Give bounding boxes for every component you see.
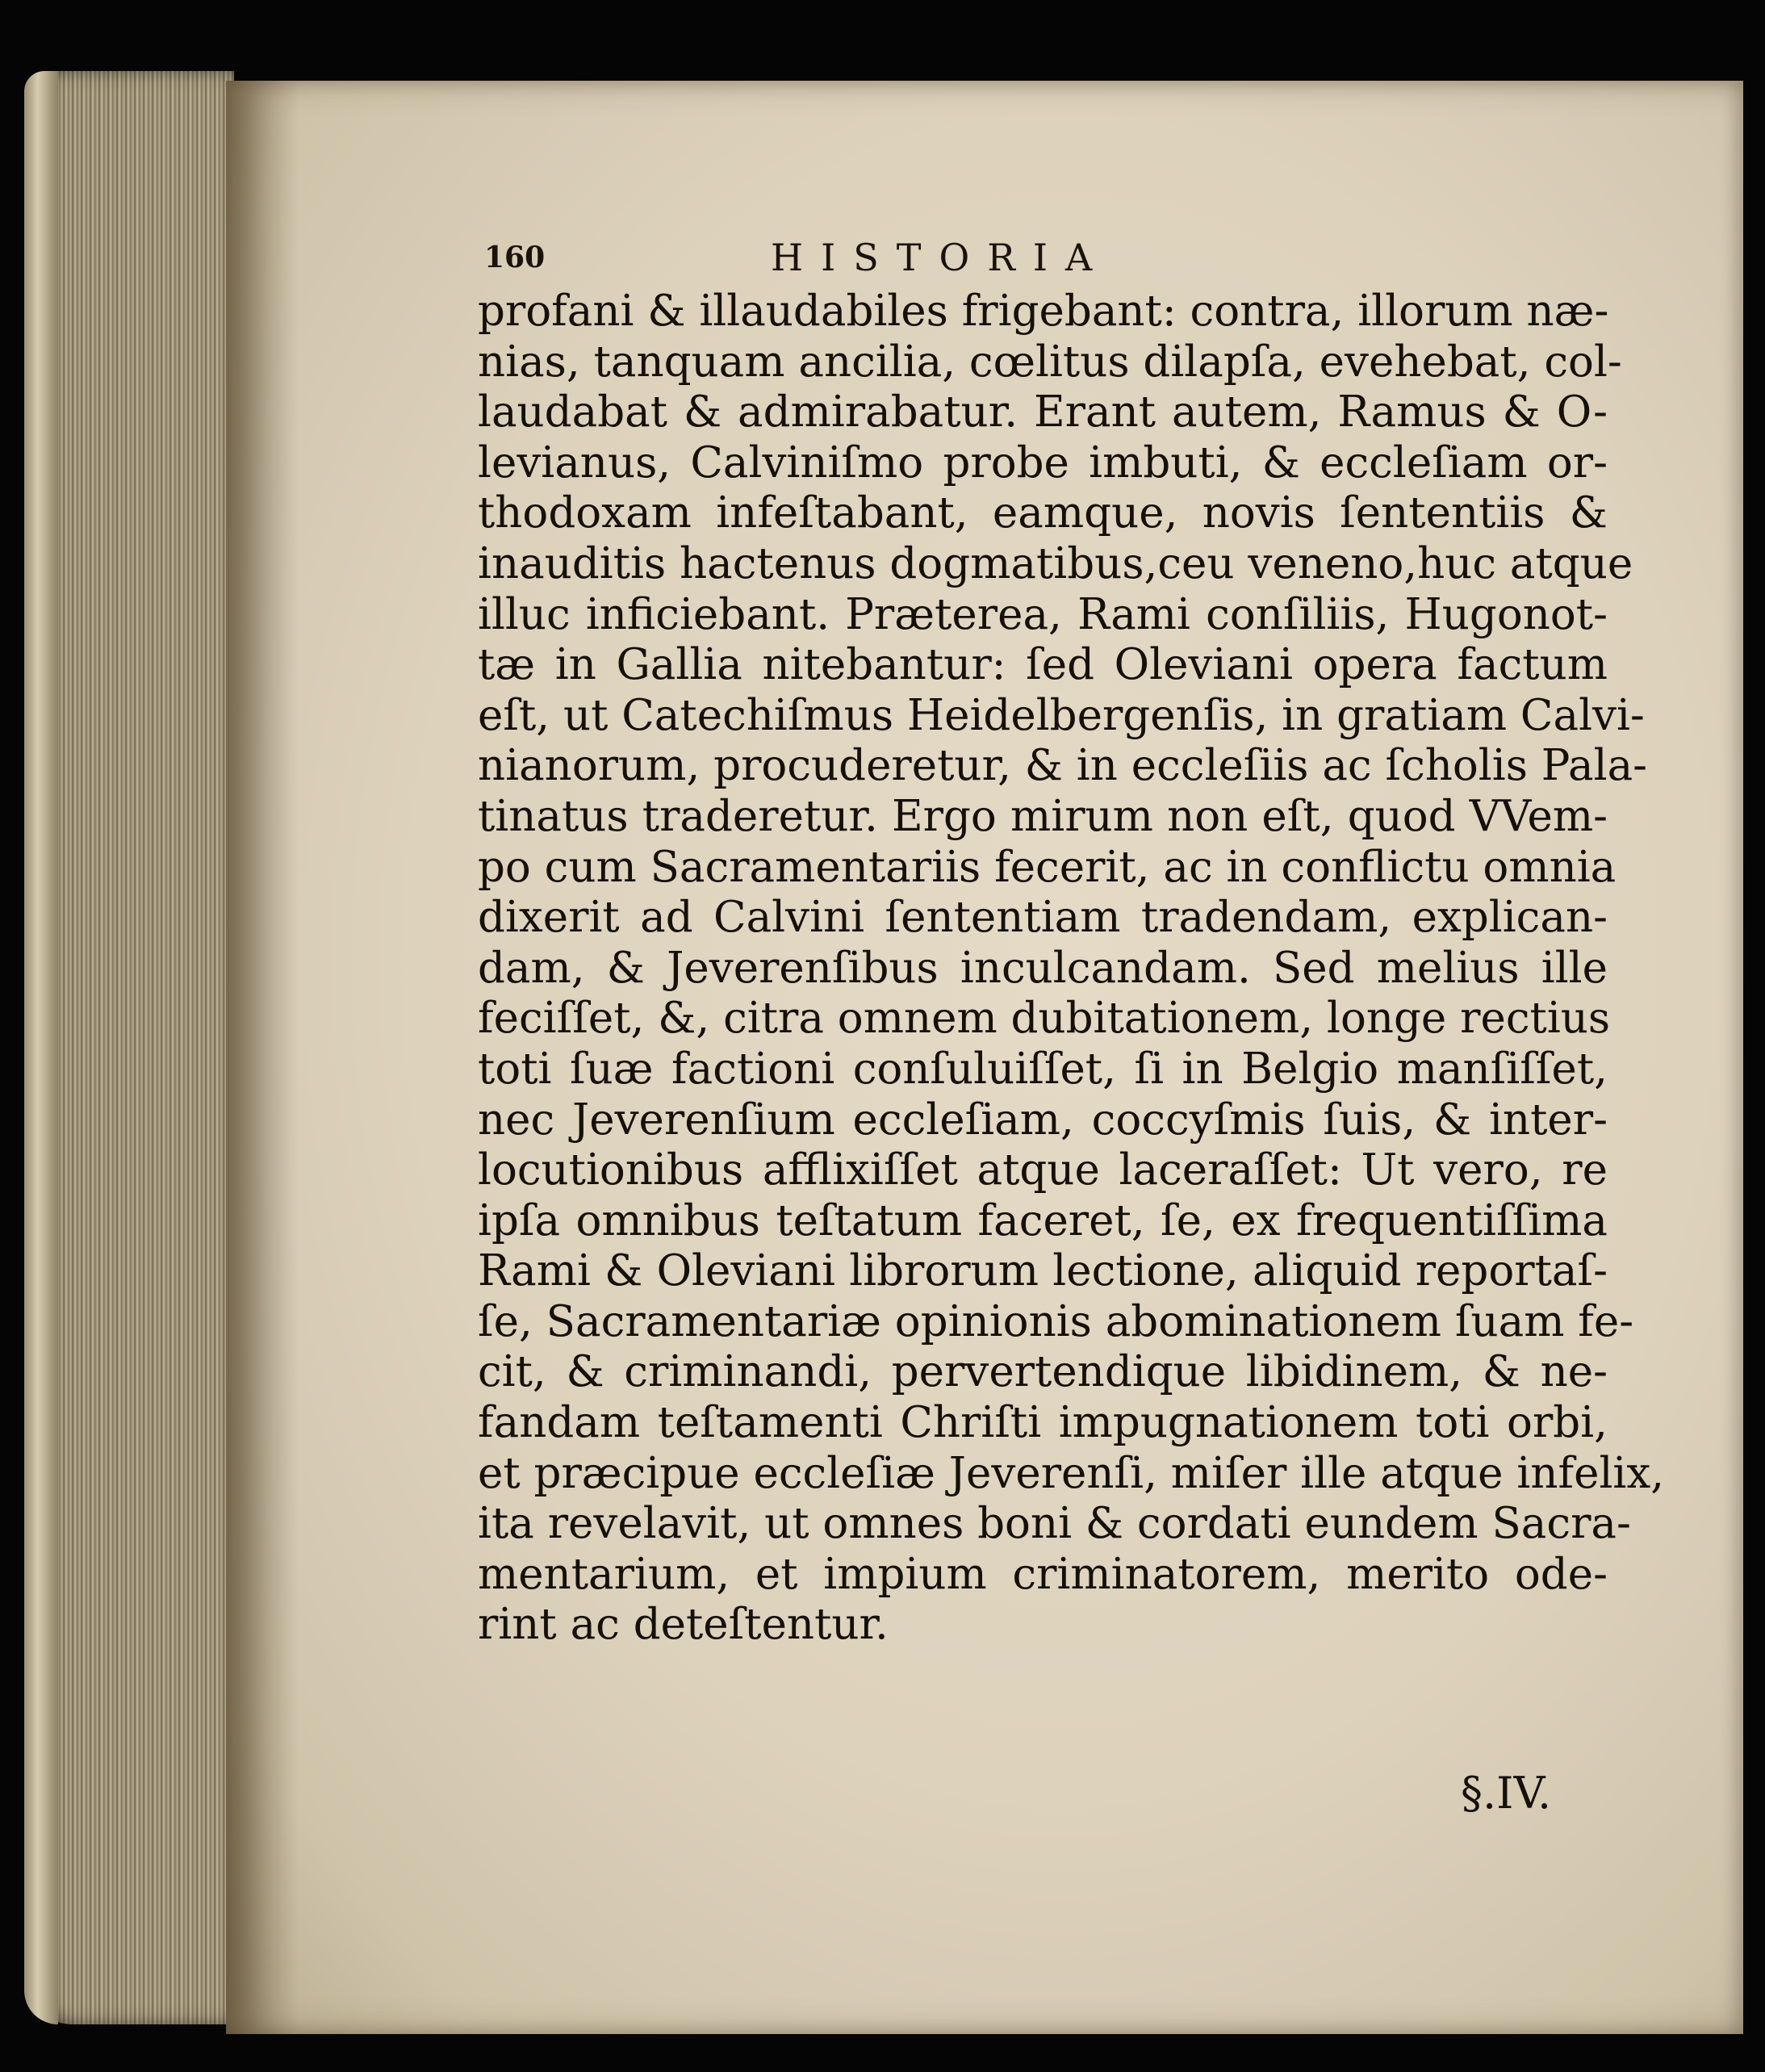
text-line: nec Jeverenſium eccleſiam, coccyſmis ſuis, & inter- [478,1095,1608,1145]
running-head: HISTORIA [771,236,1110,279]
text-line: illuc inficiebant. Præterea, Rami conſiliis, Hugonot- [478,589,1608,639]
text-line: levianus, Calviniſmo probe imbuti, & eccleſiam or- [478,437,1608,488]
text-line: eſt, ut Catechiſmus Heidelbergenſis, in gratiam Calvi- [478,690,1645,740]
text-line: Rami & Oleviani librorum lectione, aliquid reportaſ- [478,1246,1608,1296]
text-line: locutionibus afflixiſſet atque laceraſſet: Ut vero, re [478,1145,1608,1195]
text-line: cit, & criminandi, pervertendique libidinem, & ne- [478,1347,1608,1397]
page-number: 160 [484,241,546,274]
binding-edge [24,71,58,2024]
text-line: mentarium, et impium criminatorem, merito ode- [478,1549,1608,1599]
text-line: dixerit ad Calvini ſententiam tradendam, explican- [478,893,1608,943]
text-line: profani & illaudabiles frigebant: contra, illorum næ- [478,287,1609,336]
text-line: laudabat & admirabatur. Erant autem, Ramus & O- [478,387,1608,437]
text-line: tinatus traderetur. Ergo mirum non eſt, quod VVem- [478,791,1608,841]
text-line: et præcipue eccleſiæ Jeverenſi, miſer ille atque infelix, [478,1448,1665,1498]
text-line: fandam teſtamenti Chriſti impugnationem toti orbi, [478,1398,1608,1448]
text-line: toti ſuæ factioni conſuluiſſet, ſi in Belgio manſiſſet, [478,1044,1608,1094]
text-line: ita revelavit, ut omnes boni & cordati eundem Sacra- [478,1499,1631,1549]
text-line: ſe, Sacramentariæ opinionis abominationem ſuam fe- [478,1296,1634,1346]
text-line: tæ in Gallia nitebantur: ſed Oleviani opera factum [478,640,1608,690]
text-line: inauditis hactenus dogmatibus,ceu veneno,huc atque [478,538,1633,588]
catchword: §.IV. [1461,1768,1552,1819]
gutter-shadow [226,81,299,2034]
text-line: ipſa omnibus teſtatum faceret, ſe, ex frequentiſſima [478,1195,1608,1245]
text-line: rint ac deteſtentur. [478,1600,889,1650]
text-line: nianorum, procuderetur, & in eccleſiis ac ſcholis Pala- [478,741,1648,791]
page-header [484,236,1614,284]
text-line: thodoxam infeſtabant, eamque, novis ſententiis & [478,488,1608,538]
text-line: dam, & Jeverenſibus inculcandam. Sed melius ille [478,943,1608,993]
text-line: po cum Sacramentariis fecerit, ac in conflictu omnia [478,842,1617,892]
text-line: nias, tanquam ancilia, cœlitus dilapſa, evehebat, col- [478,337,1622,387]
body-text [478,287,1665,1651]
text-line: feciſſet, &, citra omnem dubitationem, longe rectius [478,994,1611,1044]
